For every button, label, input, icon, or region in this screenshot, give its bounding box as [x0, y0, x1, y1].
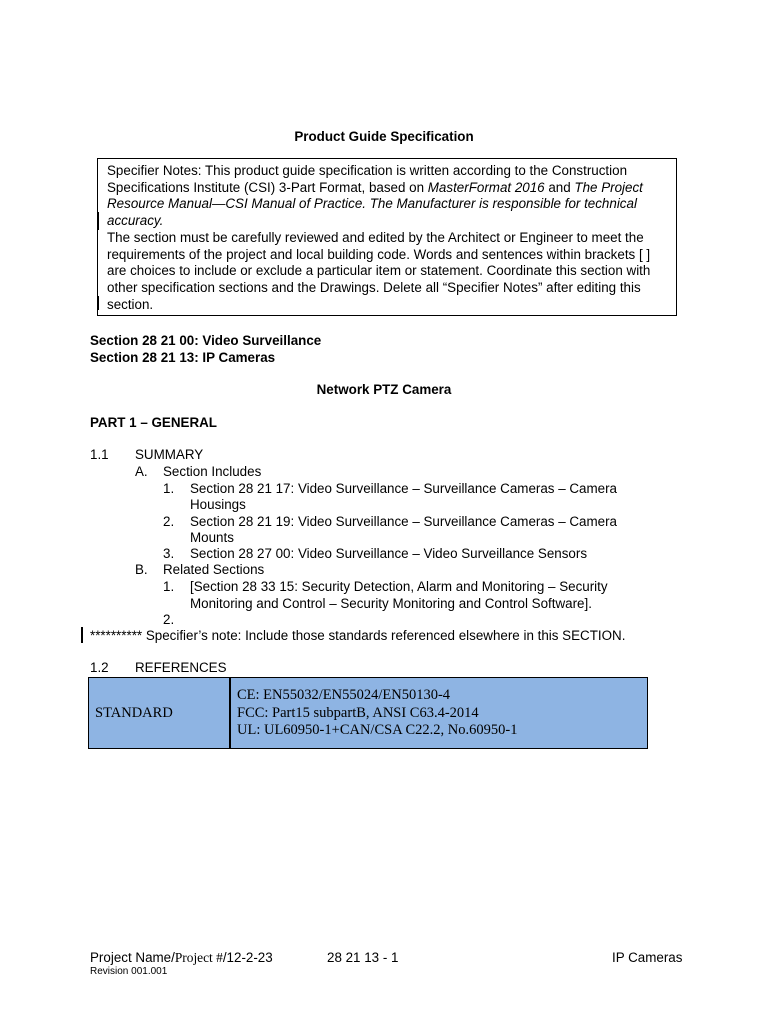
list-item: Section 28 27 00: Video Surveillance – Video Surveillance Sensors — [190, 546, 588, 561]
notes-italic-masterformat: MasterFormat 2016 — [427, 179, 545, 195]
list-item-continued: Housings — [190, 497, 246, 512]
summary-heading: SUMMARY — [135, 447, 204, 462]
list-number: 1. — [163, 481, 175, 496]
footer-project — [90, 950, 273, 966]
footer-project-name: Project Name/ — [90, 950, 175, 965]
section-heading-1: Section 28 21 00: Video Surveillance — [90, 333, 322, 348]
notes-paragraph-1 — [107, 163, 670, 230]
footer-project-number-label: Project # — [174, 950, 223, 965]
item-letter-b: B. — [135, 562, 148, 577]
specifier-notes-box — [97, 158, 677, 316]
table-cell-standard: STANDARD — [89, 678, 231, 749]
change-bar — [97, 212, 99, 230]
product-title: Network PTZ Camera — [316, 382, 452, 397]
references-heading: REFERENCES — [135, 660, 227, 675]
section-includes-label: Section Includes — [163, 464, 262, 479]
list-item: Section 28 21 19: Video Surveillance – Surveillance Cameras – Camera — [190, 514, 618, 529]
table-cell-standards-list — [230, 678, 648, 749]
change-bar — [81, 627, 83, 643]
list-item-continued: Mounts — [190, 530, 234, 545]
list-number: 2. — [163, 612, 175, 627]
notes-text-and: and — [544, 179, 575, 195]
document-title: Product Guide Specification — [294, 129, 474, 144]
list-number: 1. — [163, 579, 175, 594]
list-item: Section 28 21 17: Video Surveillance – Surveillance Cameras – Camera — [190, 481, 618, 496]
part-heading: PART 1 – GENERAL — [90, 415, 217, 430]
references-number: 1.2 — [90, 660, 109, 675]
item-letter-a: A. — [135, 464, 148, 479]
list-number: 3. — [163, 546, 175, 561]
footer-revision: Revision 001.001 — [90, 966, 168, 977]
table-row — [89, 678, 648, 749]
summary-number: 1.1 — [90, 447, 109, 462]
notes-paragraph-2: The section must be carefully reviewed and edited by the Architect or Engineer to meet the requirements of the project and local building code. Words and sentences within brackets [ ] are choices to include or exclude a particular item or statement. Coordinate this section with other specification sections and the Drawings. Delete all “Specifier Notes” after editing this section. — [107, 229, 651, 312]
standard-entry: CE: EN55032/EN55024/EN50130-4 — [237, 687, 451, 704]
footer-project-date: /12-2-23 — [222, 950, 273, 965]
footer-page-number: 28 21 13 - 1 — [327, 950, 399, 965]
standard-entry: UL: UL60950-1+CAN/CSA C22.2, No.60950-1 — [237, 722, 518, 739]
list-number: 2. — [163, 514, 175, 529]
notes-text: Specifier Notes: This product guide specification is written according to the Construction Specifications Institute (CSI) 3-Part Format, based on — [107, 163, 628, 195]
watermark — [40, 542, 133, 611]
change-bar — [97, 296, 99, 310]
specifier-note: ********** Specifier’s note: Include those standards referenced elsewhere in this SECTION. — [90, 628, 626, 643]
footer-document-name: IP Cameras — [612, 950, 683, 965]
list-item-continued: Monitoring and Control – Security Monitoring and Control Software]. — [190, 596, 592, 611]
standard-entry: FCC: Part15 subpartB, ANSI C63.4-2014 — [237, 704, 479, 721]
notes-italic-manual: The Project Resource Manual—CSI Manual of Practice. The Manufacturer is responsible for technical accuracy. — [107, 179, 643, 229]
references-table — [88, 677, 648, 749]
related-sections-label: Related Sections — [163, 562, 265, 577]
list-item: [Section 28 33 15: Security Detection, Alarm and Monitoring – Security — [190, 579, 608, 594]
section-heading-2: Section 28 21 13: IP Cameras — [90, 350, 276, 365]
